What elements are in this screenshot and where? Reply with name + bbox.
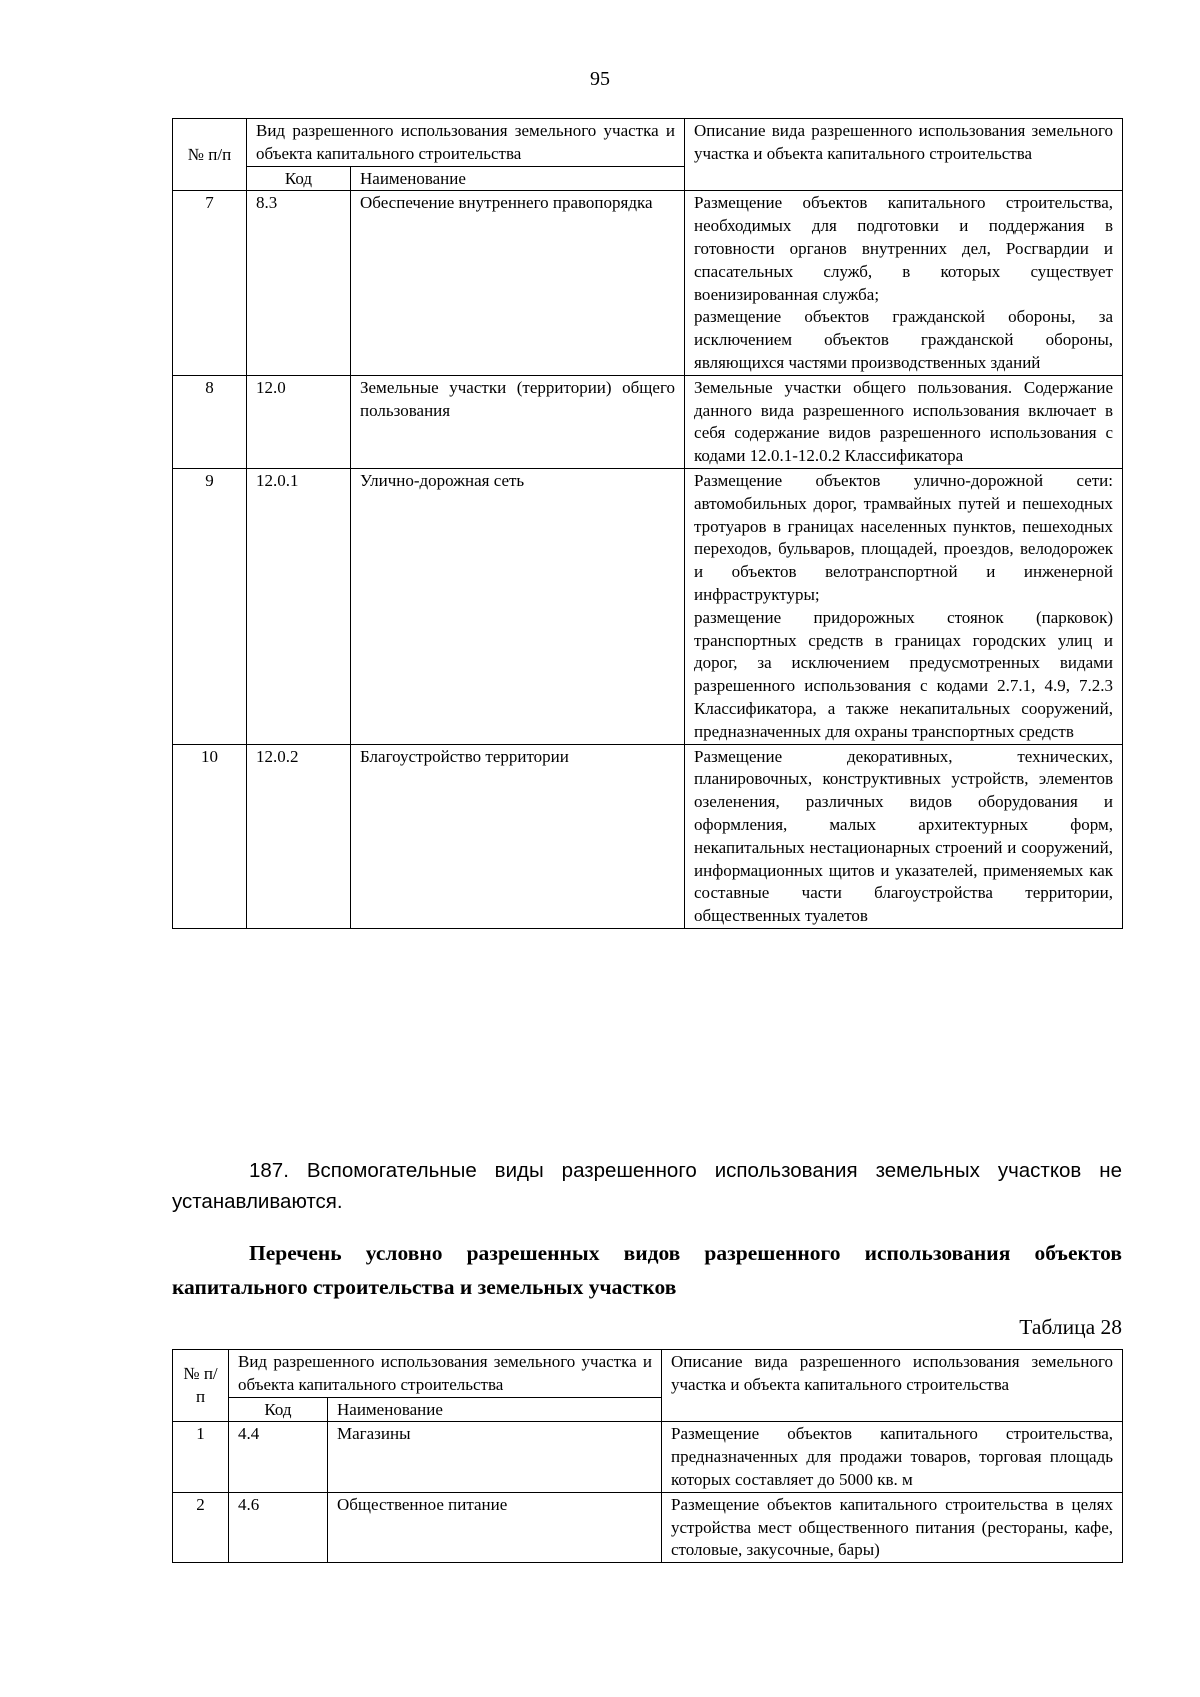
row-num: 1 [173, 1422, 229, 1492]
table-row [173, 191, 1123, 375]
header-code: Код [229, 1397, 328, 1422]
header-use-type: Вид разрешенного использования земельного участка и объекта капитального строительства [229, 1350, 662, 1398]
table-row [173, 1492, 1123, 1562]
row-name: Общественное питание [328, 1492, 662, 1562]
page-number: 95 [590, 68, 610, 90]
header-name: Наименование [328, 1397, 662, 1422]
row-name: Благоустройство территории [351, 744, 685, 928]
row-name: Улично-дорожная сеть [351, 468, 685, 744]
row-description: Размещение объектов улично-дорожной сети: автомобильных дорог, трамвайных путей и пешеходных тротуаров в границах населенных пунктов, пешеходных переходов, бульваров, площадей, проездов, велодорожек и объектов велотранспортной и инженерной инфраструктуры; размещение придорожных стоянок (парковок) транспортных средств в границах городских улиц и дорог, за исключением предусмотренных видами разрешенного использования с кодами 2.7.1, 4.9, 7.2.3 Классификатора, а также некапитальных сооружений, предназначенных для охраны транспортных средств [685, 468, 1123, 744]
table-label: Таблица 28 [1019, 1315, 1122, 1339]
row-description: Размещение объектов капитального строительства, необходимых для подготовки и поддержания в готовности органов внутренних дел, Росгвардии и спасательных служб, в которых существует военизированная служба; размещение объектов гражданской обороны, за исключением объектов гражданской обороны, являющихся частями производственных зданий [685, 191, 1123, 375]
table-header-row [173, 1350, 1123, 1398]
row-description: Размещение объектов капитального строительства, предназначенных для продажи товаров, торговая площадь которых составляет до 5000 кв. м [662, 1422, 1123, 1492]
table-row [173, 375, 1123, 468]
table-row [173, 468, 1123, 744]
row-code: 12.0.2 [247, 744, 351, 928]
row-num: 10 [173, 744, 247, 928]
row-description: Размещение декоративных, технических, планировочных, конструктивных устройств, элементов озеленения, различных видов оборудования и оформления, малых архитектурных форм, некапитальных нестационарных строений и сооружений, информационных щитов и указателей, применяемых как составные части благоустройства территории, общественных туалетов [685, 744, 1123, 928]
header-code: Код [247, 166, 351, 191]
conditional-use-table [172, 1349, 1123, 1563]
row-code: 4.4 [229, 1422, 328, 1492]
table-header-row [173, 119, 1123, 167]
row-name: Земельные участки (территории) общего пользования [351, 375, 685, 468]
row-code: 12.0 [247, 375, 351, 468]
header-use-type: Вид разрешенного использования земельного участка и объекта капитального строительства [247, 119, 685, 167]
section-heading: Перечень условно разрешенных видов разрешенного использования объектов капитального строительства и земельных участков [172, 1241, 1122, 1299]
row-code: 12.0.1 [247, 468, 351, 744]
row-name: Обеспечение внутреннего правопорядка [351, 191, 685, 375]
header-num: № п/п [173, 1350, 229, 1422]
row-num: 8 [173, 375, 247, 468]
table-row [173, 744, 1123, 928]
table-row [173, 1422, 1123, 1492]
row-num: 7 [173, 191, 247, 375]
land-use-table-main [172, 118, 1123, 929]
row-description: Размещение объектов капитального строительства в целях устройства мест общественного питания (рестораны, кафе, столовые, закусочные, бары) [662, 1492, 1123, 1562]
row-code: 8.3 [247, 191, 351, 375]
header-name: Наименование [351, 166, 685, 191]
row-num: 2 [173, 1492, 229, 1562]
header-description: Описание вида разрешенного использования земельного участка и объекта капитального строительства [685, 119, 1123, 191]
row-name: Магазины [328, 1422, 662, 1492]
header-num: № п/п [173, 119, 247, 191]
paragraph-187: 187. Вспомогательные виды разрешенного использования земельных участков не устанавливаются. [172, 1159, 1122, 1213]
row-num: 9 [173, 468, 247, 744]
row-code: 4.6 [229, 1492, 328, 1562]
row-description: Земельные участки общего пользования. Содержание данного вида разрешенного использования включает в себя содержание видов разрешенного использования с кодами 12.0.1-12.0.2 Классификатора [685, 375, 1123, 468]
header-description: Описание вида разрешенного использования земельного участка и объекта капитального строительства [662, 1350, 1123, 1422]
